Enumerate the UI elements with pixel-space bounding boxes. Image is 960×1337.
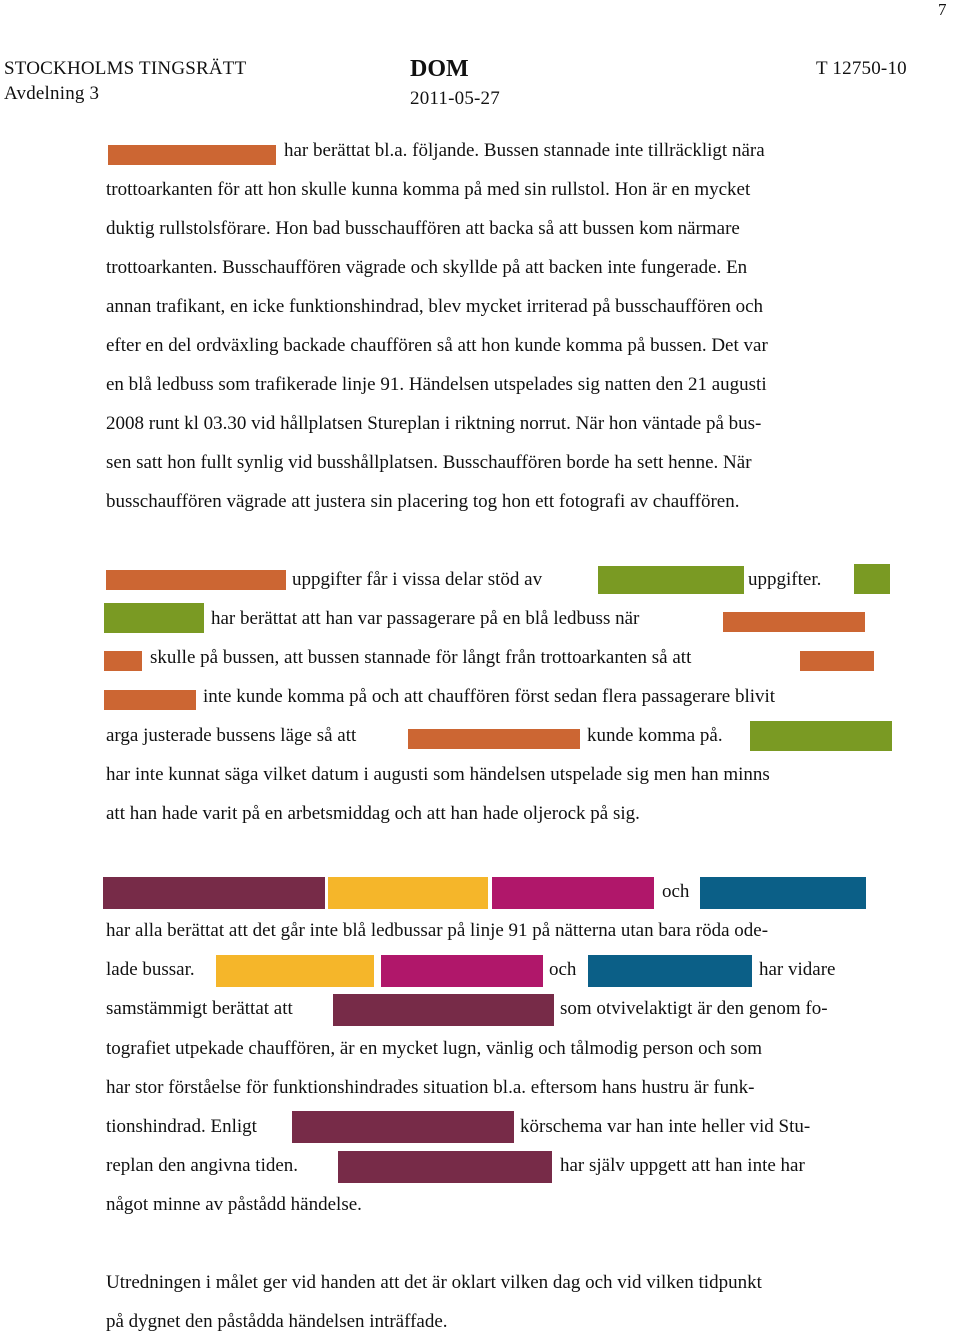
text-line: trottoarkanten för att hon skulle kunna komma på med sin rullstol. Hon är en mycket (106, 179, 751, 200)
text-line: har inte kunnat säga vilket datum i augusti som händelsen utspelade sig men han minns (106, 764, 770, 785)
redaction-block (104, 651, 142, 671)
text-line: uppgifter. (748, 569, 822, 590)
redaction-block (104, 603, 204, 633)
redaction-block (854, 564, 890, 594)
text-line: samstämmigt berättat att (106, 998, 293, 1019)
text-line: har själv uppgett att han inte har (560, 1155, 805, 1176)
text-line: tografiet utpekade chauffören, är en mycket lugn, vänlig och tålmodig person och som (106, 1038, 763, 1059)
text-line: tionshindrad. Enligt (106, 1116, 257, 1137)
text-line: 2008 runt kl 03.30 vid hållplatsen Stureplan i riktning norrut. När hon väntade på bus- (106, 413, 762, 434)
court-name: STOCKHOLMS TINGSRÄTT (4, 58, 247, 79)
page-number: 7 (938, 0, 947, 19)
redaction-block (800, 651, 874, 671)
redaction-block (108, 145, 276, 165)
redaction-block (723, 612, 865, 632)
text-line: skulle på bussen, att bussen stannade för långt från trottoarkanten så att (150, 647, 692, 668)
text-line: en blå ledbuss som trafikerade linje 91. Händelsen utspelades sig natten den 21 augusti (106, 374, 767, 395)
text-line: annan trafikant, en icke funktionshindrad, blev mycket irriterad på busschauffören och (106, 296, 764, 317)
redaction-block (408, 729, 580, 749)
text-line: och (549, 959, 577, 980)
text-line: inte kunde komma på och att chauffören först sedan flera passagerare blivit (203, 686, 776, 707)
text-line: har berättat att han var passagerare på en blå ledbuss när (211, 608, 640, 629)
division: Avdelning 3 (4, 83, 100, 104)
text-line: har stor förståelse för funktionshindrades situation bl.a. eftersom hans hustru är funk- (106, 1077, 755, 1098)
redaction-block (216, 955, 374, 987)
text-line: har berättat bl.a. följande. Bussen stannade inte tillräckligt nära (284, 140, 765, 161)
text-line: replan den angivna tiden. (106, 1155, 299, 1176)
redaction-block (598, 566, 744, 594)
text-line: på dygnet den påstådda händelsen inträffade. (106, 1311, 448, 1332)
redaction-block (338, 1151, 552, 1183)
redaction-block (103, 877, 325, 909)
text-line: lade bussar. (106, 959, 195, 980)
redaction-block (588, 955, 752, 987)
redaction-block (328, 877, 488, 909)
redaction-block (333, 994, 554, 1026)
text-line: busschauffören vägrade att justera sin placering tog hon ett fotografi av chauffören. (106, 491, 740, 512)
text-line: arga justerade bussens läge så att (106, 725, 357, 746)
text-line: sen satt hon fullt synlig vid busshållplatsen. Busschauffören borde ha sett henne. När (106, 452, 752, 473)
redaction-block (104, 690, 196, 710)
text-line: och (662, 881, 690, 902)
text-line: kunde komma på. (587, 725, 723, 746)
text-line: något minne av påstådd händelse. (106, 1194, 362, 1215)
text-line: trottoarkanten. Busschauffören vägrade och skyllde på att backen inte fungerade. En (106, 257, 748, 278)
text-line: uppgifter får i vissa delar stöd av (292, 569, 543, 590)
text-line: körschema var han inte heller vid Stu- (520, 1116, 811, 1137)
document-type: DOM (410, 56, 469, 82)
redaction-block (381, 955, 543, 987)
redaction-block (292, 1111, 514, 1143)
redaction-block (106, 570, 286, 590)
text-line: har alla berättat att det går inte blå ledbussar på linje 91 på nätterna utan bara röda ode- (106, 920, 769, 941)
text-line: Utredningen i målet ger vid handen att det är oklart vilken dag och vid vilken tidpunkt (106, 1272, 762, 1293)
text-line: duktig rullstolsförare. Hon bad busschauffören att backa så att bussen kom närmare (106, 218, 740, 239)
redaction-block (700, 877, 866, 909)
redaction-block (492, 877, 654, 909)
case-number: T 12750-10 (816, 58, 907, 79)
redaction-block (750, 721, 892, 751)
document-date: 2011-05-27 (410, 88, 500, 109)
text-line: har vidare (759, 959, 836, 980)
text-line: som otvivelaktigt är den genom fo- (560, 998, 828, 1019)
text-line: att han hade varit på en arbetsmiddag och att han hade oljerock på sig. (106, 803, 640, 824)
text-line: efter en del ordväxling backade chauffören så att hon kunde komma på bussen. Det var (106, 335, 768, 356)
